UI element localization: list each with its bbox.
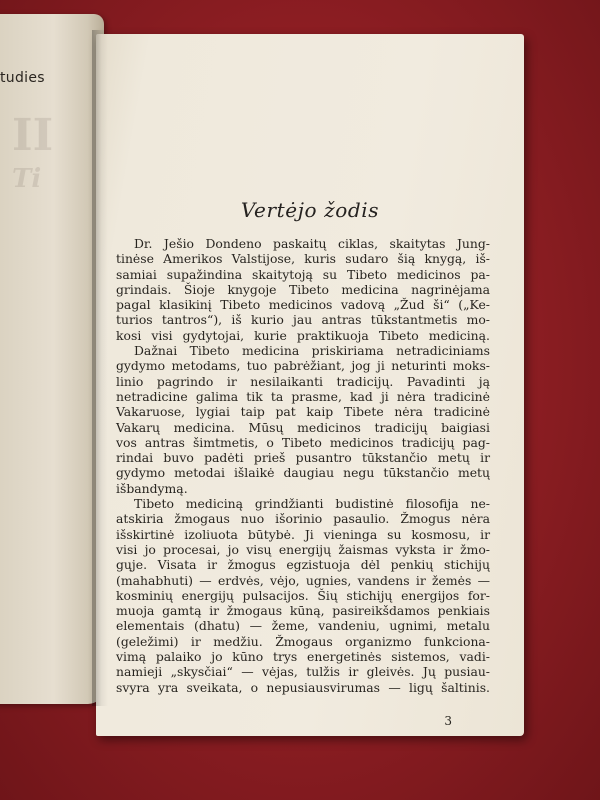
text-line: išskirtinė izoliuota būtybė. Ji vieninga su kosmosu, ir xyxy=(116,526,490,542)
text-line: grindais. Šioje knygoje Tibeto medicina nagrinėjama xyxy=(116,281,490,297)
text-line: samiai supažindina skaitytoją su Tibeto medicinos pa- xyxy=(116,266,490,282)
left-page-edge-text: tudies xyxy=(0,70,45,86)
paragraph-2 xyxy=(116,343,490,496)
text-line: atskiria žmogaus nuo išorinio pasaulio. Žmogus nėra xyxy=(116,511,490,527)
paragraph-1 xyxy=(116,236,490,343)
paragraph-3 xyxy=(116,496,490,695)
text-line: gydymo metodams, tuo pabrėžiant, jog ji neturinti moks- xyxy=(116,358,490,374)
text-line: turios tantros“), iš kurio jau antras tūkstantmetis mo- xyxy=(116,312,490,328)
text-line: elementais (dhatu) — žeme, vandeniu, ugnimi, metalu xyxy=(116,618,490,634)
show-through-shadow-2: Ti xyxy=(12,164,42,194)
left-page xyxy=(0,14,104,704)
text-line: (mahabhuti) — erdvės, vėjo, ugnies, vandens ir žemės — xyxy=(116,572,490,588)
text-line: gydymo metodai išlaikė daugiau negu tūkstančio metų xyxy=(116,465,490,481)
text-line: Dr. Ješio Dondeno paskaitų ciklas, skaitytas Jung- xyxy=(134,236,490,251)
text-line: netradicine galima tik ta prasme, kad ji nėra tradicinė xyxy=(116,388,490,404)
text-line: gųje. Visata ir žmogus egzistuoja dėl penkių stichijų xyxy=(116,557,490,573)
text-line: rindai buvo padėti prieš pusantro tūkstančio metų ir xyxy=(116,450,490,466)
book-gutter xyxy=(92,30,108,706)
text-line: Vakaruose, lygiai taip pat kaip Tibete nėra tradicinė xyxy=(116,404,490,420)
show-through-shadow: II xyxy=(12,110,54,161)
text-line: visi jo procesai, jo visų energijų žaismas vyksta ir žmo- xyxy=(116,541,490,557)
text-line: muoja gamtą ir žmogaus kūną, pasireikšdamos penkiais xyxy=(116,603,490,619)
text-line: kosminių energijų pulsacijos. Šių stichijų energijos for- xyxy=(116,587,490,603)
text-line: (geležimi) ir medžiu. Žmogaus organizmo funkciona- xyxy=(116,633,490,649)
right-page xyxy=(96,34,524,736)
text-line: vimą palaiko jo kūno trys energetinės sistemos, vadi- xyxy=(116,649,490,665)
text-line: Vakarų medicina. Mūsų medicinos tradicijų baigiasi xyxy=(116,419,490,435)
text-line: linio pagrindo ir nesilaikanti tradicijų. Pavadinti ją xyxy=(116,373,490,389)
text-line: kosi visi gydytojai, kurie praktikuoja Tibeto mediciną. xyxy=(116,327,490,343)
text-line: namieji „skysčiai“ — vėjas, tulžis ir gleivės. Jų pusiau- xyxy=(116,664,490,680)
text-line: išbandymą. xyxy=(116,480,188,496)
text-line: pagal klasikinį Tibeto medicinos vadovą „Žud ši“ („Ke- xyxy=(116,297,490,313)
page-number: 3 xyxy=(444,714,452,728)
body-text xyxy=(116,236,490,695)
text-line: vos antras šimtmetis, o Tibeto medicinos tradicijų pag- xyxy=(116,434,490,450)
text-line: Tibeto mediciną grindžianti budistinė filosofija ne- xyxy=(134,496,490,512)
text-line: svyra yra sveikata, o nepusiausvirumas — ligų šaltinis. xyxy=(116,679,490,695)
chapter-heading: Vertėjo žodis xyxy=(240,198,380,222)
text-line: tinėse Amerikos Valstijose, kuris sudaro šią knygą, iš- xyxy=(116,251,490,267)
text-line: Dažnai Tibeto medicina priskiriama netradiciniams xyxy=(134,343,490,359)
